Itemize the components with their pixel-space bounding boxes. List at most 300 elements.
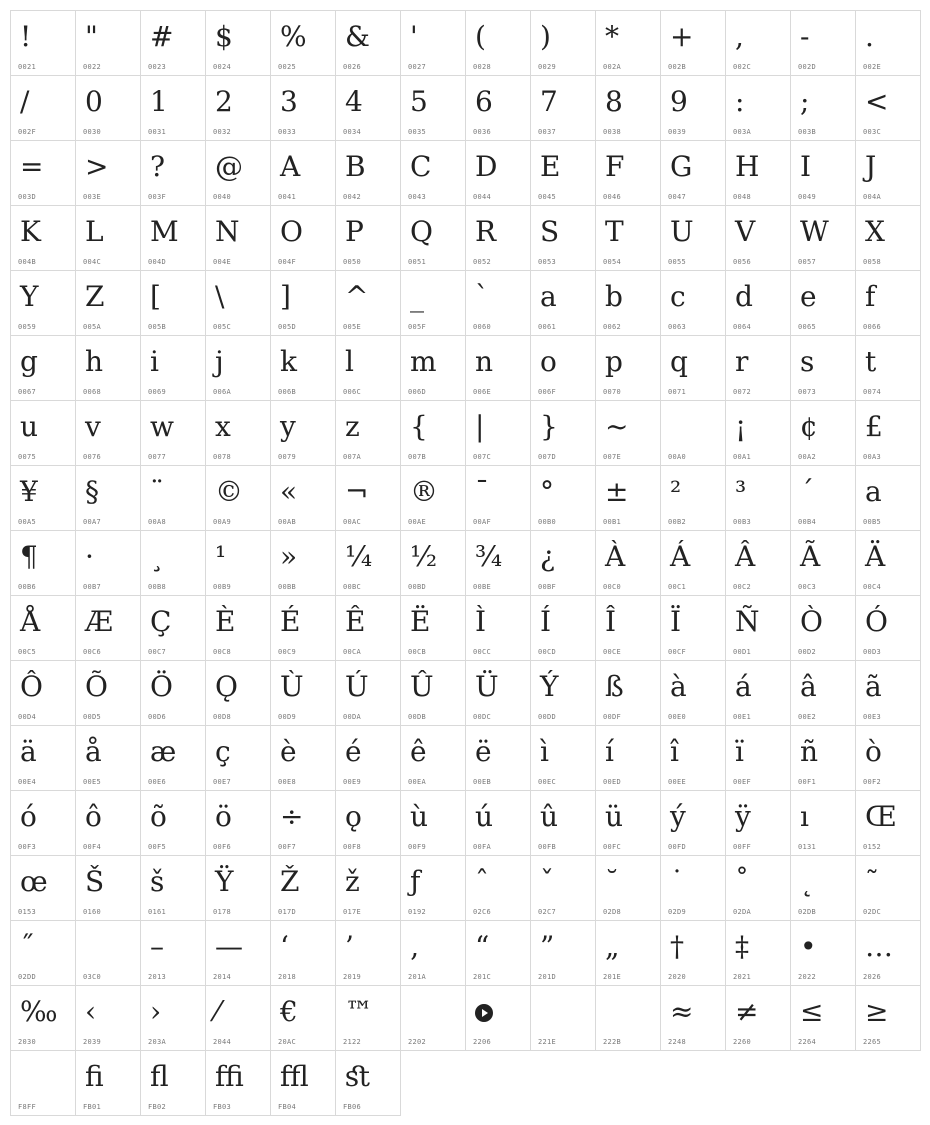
glyph-char: á [735,670,752,703]
glyph-cell [271,141,336,206]
glyph-codepoint: 2014 [213,973,232,981]
glyph-codepoint: 00C1 [668,583,687,591]
glyph-cell [856,11,921,76]
glyph-char: Q [410,215,433,248]
glyph-char: 3 [280,85,298,118]
glyph-cell [856,206,921,271]
play-circle-icon [475,1004,493,1022]
glyph-codepoint: 007B [408,453,427,461]
glyph-cell [336,921,401,986]
glyph-codepoint: FB01 [83,1103,102,1111]
glyph-codepoint: 00CE [603,648,622,656]
glyph-codepoint: 0029 [538,63,557,71]
glyph-cell [726,11,791,76]
glyph-codepoint: 00DB [408,713,427,721]
glyph-char: u [20,410,39,443]
glyph-cell [141,661,206,726]
glyph-codepoint: 00A8 [148,518,167,526]
glyph-codepoint: 0041 [278,193,297,201]
glyph-codepoint: 017D [278,908,297,916]
glyph-char: F [605,150,625,183]
glyph-cell [271,11,336,76]
glyph-codepoint: 004A [863,193,882,201]
glyph-codepoint: 00AE [408,518,427,526]
glyph-char: H [735,150,760,183]
glyph-char: D [475,150,498,183]
glyph-cell [791,661,856,726]
glyph-codepoint: 0036 [473,128,492,136]
glyph-cell [531,726,596,791]
glyph-cell [336,141,401,206]
glyph-cell [856,726,921,791]
glyph-cell [11,596,76,661]
glyph-cell [726,791,791,856]
glyph-codepoint: 00BC [343,583,362,591]
glyph-codepoint: 003D [18,193,37,201]
glyph-char: ” [540,930,555,963]
glyph-cell [206,466,271,531]
glyph-codepoint: 017E [343,908,362,916]
glyph-char: 1 [150,85,168,118]
glyph-char: ‹ [85,995,97,1028]
glyph-cell [791,206,856,271]
glyph-char: < [865,85,889,118]
glyph-codepoint: 0074 [863,388,882,396]
glyph-codepoint: 0054 [603,258,622,266]
glyph-char: ˙ [670,865,684,898]
glyph-char: ™ [345,995,373,1028]
glyph-char: " [85,20,98,53]
glyph-codepoint: 0040 [213,193,232,201]
glyph-char: ~ [605,410,629,443]
glyph-cell [76,661,141,726]
glyph-codepoint: 0049 [798,193,817,201]
glyph-cell [466,11,531,76]
glyph-codepoint: 2206 [473,1038,492,1046]
glyph-codepoint: 004B [18,258,37,266]
glyph-char: + [670,20,694,53]
glyph-cell [336,596,401,661]
glyph-codepoint: 005E [343,323,362,331]
glyph-cell [856,791,921,856]
glyph-char: 2 [215,85,233,118]
glyph-char: t [865,345,877,378]
glyph-codepoint: 0067 [18,388,37,396]
glyph-cell [336,401,401,466]
glyph-char: Ÿ [215,865,234,898]
glyph-char: ) [540,20,551,53]
glyph-cell [791,466,856,531]
glyph-codepoint: FB06 [343,1103,362,1111]
glyph-char: a [540,280,557,313]
glyph-char: / [20,85,30,118]
glyph-cell [336,856,401,921]
glyph-codepoint: 201D [538,973,557,981]
glyph-char: r [735,345,749,378]
glyph-char: > [85,150,109,183]
glyph-char: ë [475,735,492,768]
glyph-codepoint: 0160 [83,908,102,916]
glyph-cell [661,141,726,206]
glyph-char: â [800,670,817,703]
glyph-codepoint: 201A [408,973,427,981]
glyph-cell [336,336,401,401]
glyph-cell [271,531,336,596]
glyph-codepoint: 0075 [18,453,37,461]
glyph-char: . [865,20,874,53]
glyph-char: ˚ [735,865,749,898]
glyph-char: ] [280,280,291,313]
glyph-codepoint: 007A [343,453,362,461]
glyph-cell [141,596,206,661]
glyph-cell [726,986,791,1051]
glyph-codepoint: 0024 [213,63,232,71]
glyph-codepoint: 00A9 [213,518,232,526]
glyph-codepoint: 0066 [863,323,882,331]
glyph-codepoint: 00FA [473,843,492,851]
glyph-char: ' [410,20,418,53]
glyph-char: Š [85,865,105,898]
glyph-cell [466,661,531,726]
glyph-codepoint: 00C8 [213,648,232,656]
glyph-char: 9 [670,85,688,118]
glyph-cell [531,206,596,271]
glyph-char: - [800,20,810,53]
glyph-cell [11,1051,76,1116]
glyph-cell [661,986,726,1051]
glyph-codepoint: 02DA [733,908,752,916]
glyph-cell [856,661,921,726]
glyph-codepoint: 0058 [863,258,882,266]
glyph-codepoint: 0023 [148,63,167,71]
glyph-codepoint: 00F1 [798,778,817,786]
glyph-cell [271,986,336,1051]
glyph-codepoint: 00D5 [83,713,102,721]
glyph-char: s [800,345,815,378]
glyph-codepoint: 0078 [213,453,232,461]
glyph-char: v [85,410,101,443]
glyph-cell [856,336,921,401]
glyph-cell [206,11,271,76]
glyph-cell [271,401,336,466]
glyph-char: ® [410,475,438,508]
glyph-char: ž [345,865,360,898]
glyph-codepoint: 003C [863,128,882,136]
glyph-codepoint: 002C [733,63,752,71]
glyph-char: @ [215,150,243,183]
glyph-char: è [280,735,297,768]
glyph-char: g [20,345,38,378]
glyph-cell [401,271,466,336]
glyph-cell [76,531,141,596]
glyph-char: † [670,930,684,963]
glyph-cell [206,1051,271,1116]
glyph-char: ã [865,670,882,703]
glyph-codepoint: 00D9 [278,713,297,721]
glyph-codepoint: 02DC [863,908,882,916]
glyph-cell [856,986,921,1051]
glyph-codepoint: 00E5 [83,778,102,786]
glyph-codepoint: 00B7 [83,583,102,591]
glyph-char: ǫ [345,800,362,833]
glyph-cell [141,791,206,856]
glyph-cell [271,206,336,271]
glyph-codepoint: 004C [83,258,102,266]
glyph-cell [726,661,791,726]
glyph-cell [856,76,921,141]
glyph-codepoint: 002D [798,63,817,71]
glyph-cell [661,791,726,856]
glyph-char: 7 [540,85,558,118]
glyph-char: ÿ [735,800,751,833]
glyph-codepoint: 005B [148,323,167,331]
glyph-cell [791,791,856,856]
glyph-cell [206,206,271,271]
glyph-codepoint: 00DF [603,713,622,721]
glyph-char: ‘ [280,930,289,963]
glyph-cell [76,271,141,336]
glyph-codepoint: 00DA [343,713,362,721]
glyph-cell [76,791,141,856]
glyph-codepoint: 00A3 [863,453,882,461]
glyph-cell [596,986,661,1051]
glyph-codepoint: 003B [798,128,817,136]
glyph-codepoint: 0065 [798,323,817,331]
glyph-char: ê [410,735,427,768]
glyph-char: ! [20,20,32,53]
glyph-codepoint: 00D6 [148,713,167,721]
glyph-char: „ [605,930,620,963]
glyph-cell [401,76,466,141]
glyph-cell [206,986,271,1051]
glyph-cell [726,141,791,206]
glyph-codepoint: 2030 [18,1038,37,1046]
glyph-codepoint: 2122 [343,1038,362,1046]
glyph-char: Ó [865,605,888,638]
glyph-cell [531,11,596,76]
glyph-codepoint: 0079 [278,453,297,461]
glyph-char: É [280,605,301,638]
glyph-char: Ò [800,605,823,638]
glyph-cell [856,856,921,921]
glyph-char: Ú [345,670,369,703]
glyph-cell [271,336,336,401]
glyph-cell [11,921,76,986]
glyph-cell [11,11,76,76]
glyph-codepoint: 00AB [278,518,297,526]
glyph-char: à [670,670,687,703]
glyph-codepoint: 00F6 [213,843,232,851]
glyph-codepoint: 02D9 [668,908,687,916]
glyph-cell [336,466,401,531]
glyph-cell [401,726,466,791]
glyph-codepoint: 00CA [343,648,362,656]
glyph-char: d [735,280,753,313]
glyph-cell [856,141,921,206]
glyph-cell [531,141,596,206]
glyph-char: ﬂ [150,1060,169,1093]
glyph-char: } [540,410,558,443]
glyph-cell [661,531,726,596]
glyph-codepoint: 0053 [538,258,557,266]
glyph-char: ° [540,475,554,508]
glyph-cell [141,271,206,336]
glyph-char: ^ [345,280,369,313]
glyph-codepoint: 00CC [473,648,492,656]
glyph-char: ? [150,150,166,183]
glyph-cell [401,11,466,76]
glyph-codepoint: 002F [18,128,37,136]
glyph-codepoint: 0031 [148,128,167,136]
glyph-char: ß [605,670,624,703]
glyph-cell [726,856,791,921]
glyph-char: ½ [410,540,438,573]
glyph-cell [336,531,401,596]
glyph-codepoint: 0044 [473,193,492,201]
glyph-cell [401,206,466,271]
glyph-codepoint: 00E6 [148,778,167,786]
glyph-cell [11,141,76,206]
glyph-codepoint: 006E [473,388,492,396]
glyph-cell [466,466,531,531]
glyph-cell [401,401,466,466]
glyph-cell [596,271,661,336]
glyph-char: ‡ [735,930,749,963]
glyph-codepoint: 00F2 [863,778,882,786]
glyph-cell [336,726,401,791]
glyph-codepoint: 00B6 [18,583,37,591]
glyph-char: ó [20,800,37,833]
glyph-codepoint: 0030 [83,128,102,136]
glyph-char: J [865,150,877,183]
glyph-codepoint: 2044 [213,1038,232,1046]
glyph-cell [596,531,661,596]
glyph-cell [271,856,336,921]
glyph-char: ‰ [20,995,58,1028]
glyph-char: c [670,280,686,313]
glyph-cell [401,596,466,661]
glyph-codepoint: 00ED [603,778,622,786]
glyph-cell [661,336,726,401]
glyph-char: : [735,85,745,118]
glyph-char: ˝ [20,930,34,963]
glyph-codepoint: 0043 [408,193,427,201]
glyph-cell [726,466,791,531]
glyph-codepoint: 00EA [408,778,427,786]
glyph-char: Ì [475,605,487,638]
glyph-codepoint: 0152 [863,843,882,851]
glyph-char: I [800,150,812,183]
glyph-cell [206,726,271,791]
glyph-codepoint: 006B [278,388,297,396]
glyph-codepoint: 00A7 [83,518,102,526]
glyph-cell [11,206,76,271]
glyph-char: – [150,930,164,963]
glyph-cell [531,336,596,401]
glyph-char: ﬄ [280,1060,309,1093]
glyph-codepoint: FB02 [148,1103,167,1111]
glyph-char: Ù [280,670,304,703]
glyph-codepoint: 00B0 [538,518,557,526]
glyph-cell [726,206,791,271]
glyph-char: ¶ [20,540,38,573]
glyph-cell [661,726,726,791]
glyph-codepoint: 00C7 [148,648,167,656]
glyph-char: Ý [540,670,559,703]
glyph-cell [661,76,726,141]
glyph-codepoint: 00B3 [733,518,752,526]
glyph-char: j [215,345,224,378]
glyph-char: n [475,345,494,378]
glyph-codepoint: 00EB [473,778,492,786]
glyph-codepoint: 0046 [603,193,622,201]
glyph-codepoint: 20AC [278,1038,297,1046]
glyph-char: X [865,215,885,248]
glyph-cell [206,336,271,401]
glyph-cell [271,791,336,856]
glyph-cell [76,921,141,986]
glyph-char: { [410,410,428,443]
glyph-char: 6 [475,85,493,118]
glyph-codepoint: 00A1 [733,453,752,461]
glyph-codepoint: 0051 [408,258,427,266]
glyph-codepoint: 00E0 [668,713,687,721]
glyph-codepoint: 0037 [538,128,557,136]
glyph-codepoint: 00C3 [798,583,817,591]
glyph-codepoint: 0026 [343,63,362,71]
glyph-char: ý [670,800,686,833]
glyph-cell [661,856,726,921]
glyph-char: y [280,410,296,443]
glyph-codepoint: 0059 [18,323,37,331]
glyph-cell [76,141,141,206]
glyph-codepoint: 00E9 [343,778,362,786]
glyph-char: C [410,150,432,183]
glyph-codepoint: 201C [473,973,492,981]
glyph-codepoint: 03C0 [83,973,102,981]
glyph-cell [401,661,466,726]
glyph-cell [336,11,401,76]
glyph-cell [661,661,726,726]
glyph-cell [401,336,466,401]
glyph-char: § [85,475,99,508]
glyph-char: # [150,20,174,53]
glyph-cell [726,921,791,986]
glyph-cell [401,531,466,596]
glyph-cell [141,206,206,271]
glyph-cell [791,141,856,206]
glyph-char: P [345,215,364,248]
glyph-char: | [475,410,485,443]
glyph-cell [336,791,401,856]
glyph-codepoint: 0025 [278,63,297,71]
glyph-codepoint: 00F3 [18,843,37,851]
glyph-codepoint: 003A [733,128,752,136]
glyph-codepoint: 00BB [278,583,297,591]
glyph-char: 4 [345,85,363,118]
glyph-cell [531,271,596,336]
glyph-cell [856,531,921,596]
glyph-codepoint: 00B4 [798,518,817,526]
glyph-cell [271,466,336,531]
glyph-char: ¢ [800,410,818,443]
glyph-codepoint: 0050 [343,258,362,266]
glyph-char: ˘ [605,865,619,898]
glyph-cell [726,726,791,791]
glyph-char: Ï [670,605,682,638]
glyph-codepoint: 00F4 [83,843,102,851]
glyph-char: ï [735,735,744,768]
